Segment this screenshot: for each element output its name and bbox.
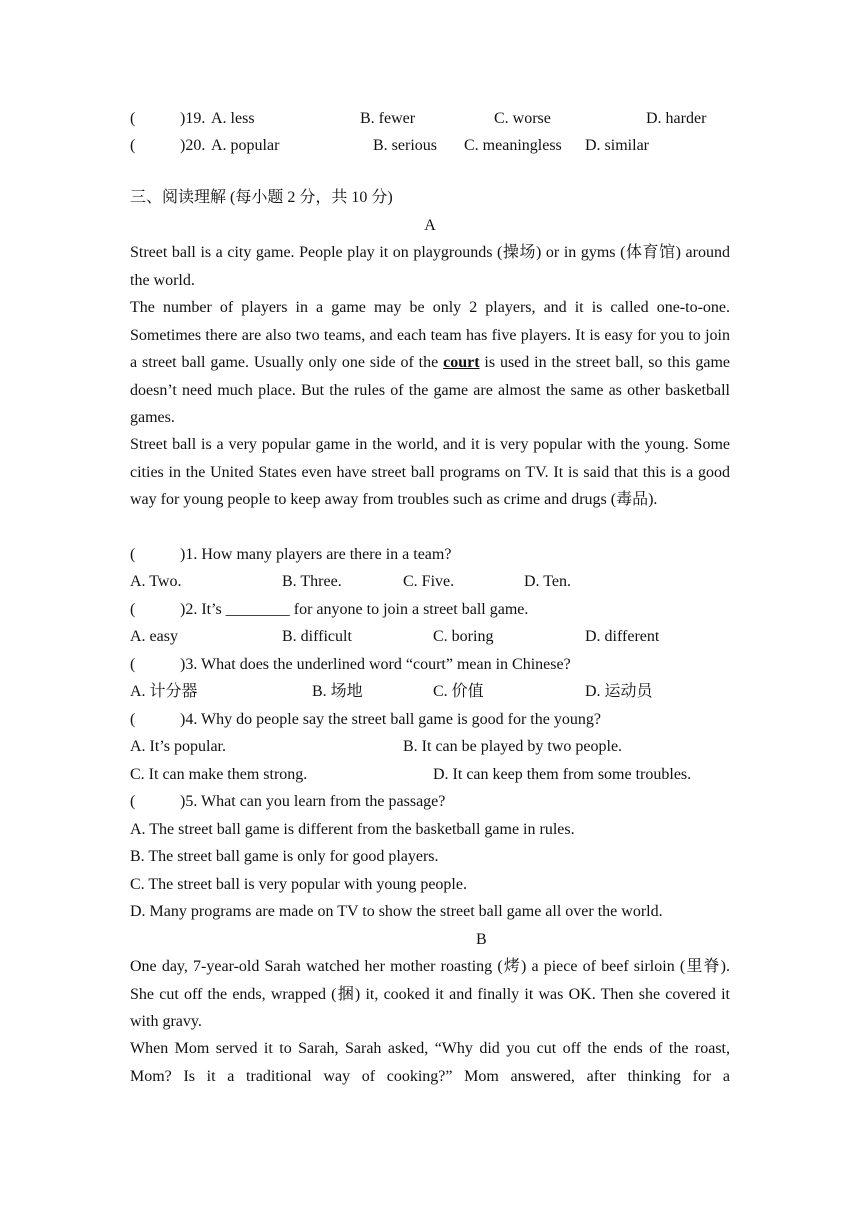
- option-c: C. Five.: [403, 573, 455, 590]
- option-b: B. serious: [373, 137, 437, 154]
- option-a: A. less: [211, 110, 255, 127]
- option-d: D. It can keep them from some troubles.: [433, 766, 692, 783]
- option-b: B. fewer: [360, 110, 416, 127]
- question-row: [130, 132, 730, 160]
- option-a: A. 计分器: [130, 683, 198, 700]
- passage-b-paragraph-2: When Mom served it to Sarah, Sarah asked, “Why did you cut off the ends of the roast, Mom? Is it a traditional way of cooking?” Mom answered, after thinking for a: [130, 1040, 730, 1085]
- option-c: C. The street ball is very popular with young people.: [130, 876, 467, 893]
- option-b: B. The street ball game is only for good players.: [130, 848, 439, 865]
- option-d: D. Many programs are made on TV to show the street ball game all over the world.: [130, 903, 663, 920]
- option-b: B. Three.: [282, 573, 342, 590]
- option-d: D. different: [585, 628, 660, 645]
- option-d: D. similar: [585, 137, 649, 154]
- option-d: D. Ten.: [524, 573, 572, 590]
- question-stem: ( )5. What can you learn from the passage?: [130, 793, 446, 810]
- passage-b-paragraph-1: One day, 7-year-old Sarah watched her mother roasting (烤) a piece of beef sirloin (里脊). She cut off the ends, wrapped (捆) it, cooked it and finally it was OK. Then she covered it with gravy.: [130, 958, 730, 1030]
- option-b: B. It can be played by two people.: [403, 738, 623, 755]
- options-row: [130, 761, 730, 789]
- answer-bracket: ( )19.: [130, 110, 206, 127]
- option-d: D. 运动员: [585, 683, 653, 700]
- option-c: C. meaningless: [464, 137, 562, 154]
- options-row: [130, 568, 730, 596]
- passage-a-label: A: [424, 217, 436, 234]
- option-c: C. boring: [433, 628, 494, 645]
- option-d: D. harder: [646, 110, 707, 127]
- question-stem: ( )1. How many players are there in a team?: [130, 546, 452, 563]
- option-a: A. popular: [211, 137, 280, 154]
- question-stem: ( )3. What does the underlined word “court” mean in Chinese?: [130, 656, 571, 673]
- option-c: C. 价值: [433, 683, 484, 700]
- option-c: C. worse: [494, 110, 551, 127]
- underlined-word: court: [443, 354, 480, 371]
- option-a: A. It’s popular.: [130, 738, 226, 755]
- section-title: 三、阅读理解 (每小题 2 分，共 10 分): [130, 189, 393, 206]
- question-row: [130, 105, 730, 133]
- options-row: [130, 678, 730, 706]
- passage-b-label: B: [476, 931, 487, 948]
- passage-a-paragraph-1: Street ball is a city game. People play it on playgrounds (操场) or in gyms (体育馆) around the world.: [130, 244, 730, 289]
- options-row: [130, 623, 730, 651]
- option-a: A. easy: [130, 628, 178, 645]
- option-b: B. 场地: [312, 683, 363, 700]
- option-b: B. difficult: [282, 628, 352, 645]
- passage-a-paragraph-2: The number of players in a game may be only 2 players, and it is called one-to-one. Sometimes there are also two teams, and each team has five players. It is easy for you to join a street ball game. Usually only one side of the court is used in the street ball, so this game doesn’t need much place. But the rules of the game are almost the same as other basketball games.: [130, 299, 731, 426]
- passage-a-paragraph-3: Street ball is a very popular game in the world, and it is very popular with the young. Some cities in the United States even have street ball programs on TV. It is said that this is a good way for young people to keep away from troubles such as crime and drugs (毒品).: [130, 436, 730, 508]
- option-a: A. The street ball game is different from the basketball game in rules.: [130, 821, 575, 838]
- option-c: C. It can make them strong.: [130, 766, 308, 783]
- option-a: A. Two.: [130, 573, 182, 590]
- answer-bracket: ( )20.: [130, 137, 206, 154]
- question-stem: ( )2. It’s ________ for anyone to join a street ball game.: [130, 601, 529, 618]
- options-row: [130, 733, 730, 761]
- question-stem: ( )4. Why do people say the street ball game is good for the young?: [130, 711, 601, 728]
